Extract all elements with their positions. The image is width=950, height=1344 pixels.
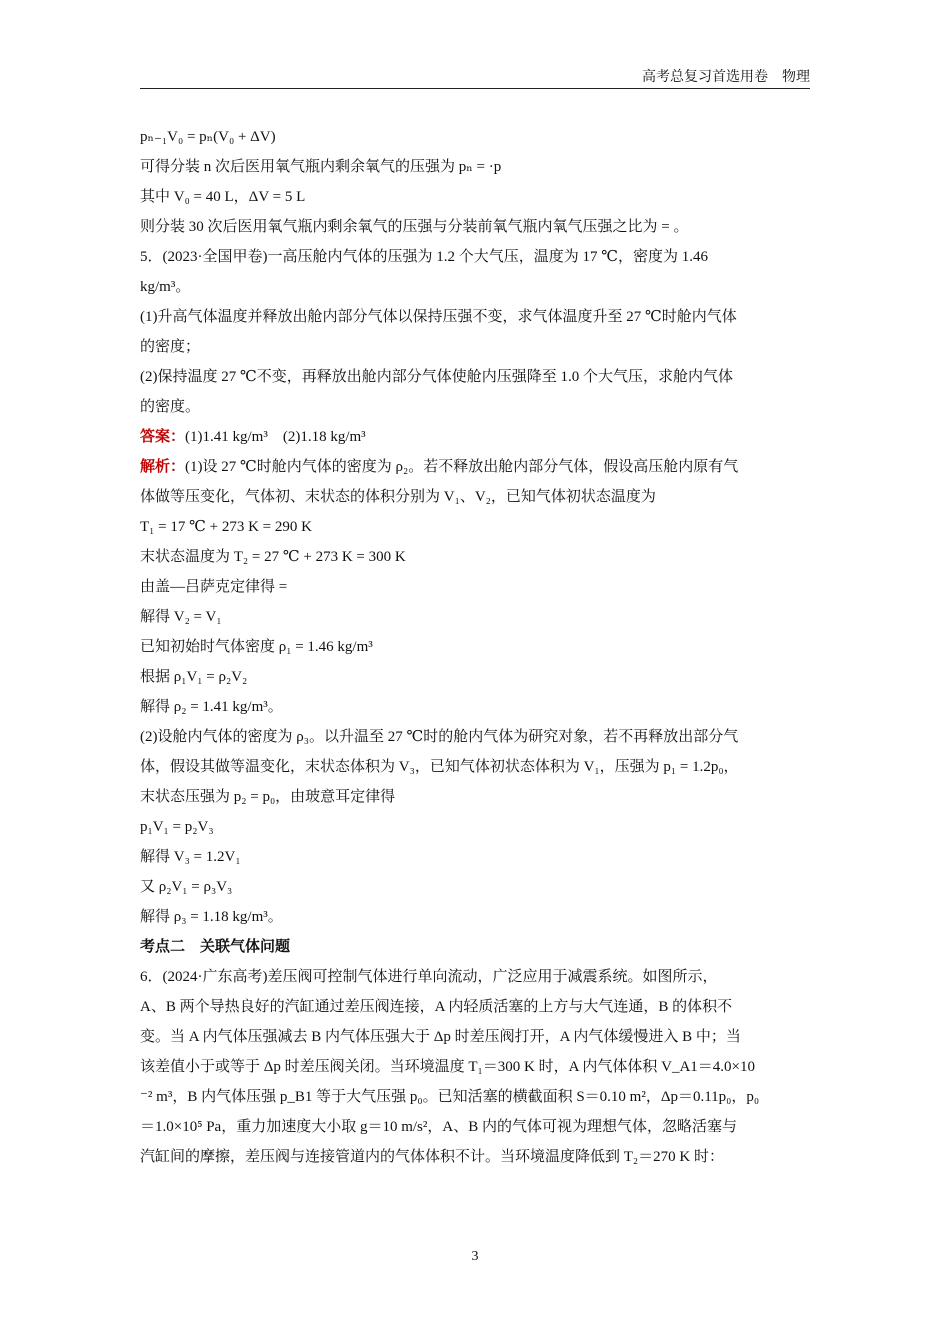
- problem5-line: 5．(2023·全国甲卷)一高压舱内气体的压强为 1.2 个大气压，温度为 17 ℃，密度为 1.46: [140, 249, 709, 265]
- answer-line: [140, 422, 812, 452]
- analysis-line: 已知初始时气体密度 ρ₁ = 1.46 kg/m³: [140, 639, 373, 655]
- analysis-line: 根据 ρ₁V₁ = ρ₂V₂: [140, 669, 248, 685]
- analysis-line: T₁ = 17 ℃ + 273 K = 290 K: [140, 519, 312, 535]
- analysis-line: [140, 452, 812, 482]
- analysis-line: 由盖—吕萨克定律得 =: [140, 579, 288, 595]
- problem6-line: 6．(2024·广东高考)差压阀可控制气体进行单向流动，广泛应用于减震系统。如图所示，: [140, 969, 718, 985]
- document-body: [140, 122, 812, 1172]
- problem6-line: ＝1.0×10⁵ Pa，重力加速度大小取 g＝10 m/s²，A、B 内的气体可视为理想气体，忽略活塞与: [140, 1119, 737, 1135]
- analysis-line: 又 ρ₂V₁ = ρ₃V₃: [140, 879, 233, 895]
- problem5-line: (2)保持温度 27 ℃不变，再释放出舱内部分气体使舱内压强降至 1.0 个大气压，求舱内气体: [140, 369, 734, 385]
- analysis-line: 末状态温度为 T₂ = 27 ℃ + 273 K = 300 K: [140, 549, 406, 565]
- problem6-line: A、B 两个导热良好的汽缸通过差压阀连接，A 内轻质活塞的上方与大气连通，B 的体积不: [140, 999, 733, 1015]
- analysis-line: 末状态压强为 p₂ = p₀，由玻意耳定律得: [140, 789, 396, 805]
- text-line: pₙ₋₁V₀ = pₙ(V₀ + ΔV): [140, 129, 276, 145]
- problem5-line: kg/m³。: [140, 279, 191, 295]
- answer-text: (1)1.41 kg/m³ (2)1.18 kg/m³: [185, 429, 366, 445]
- answer-label: 答案：: [140, 429, 186, 445]
- analysis-line: 体做等压变化，气体初、末状态的体积分别为 V₁、V₂，已知气体初状态温度为: [140, 489, 656, 505]
- text-line: 其中 V₀ = 40 L，ΔV = 5 L: [140, 189, 306, 205]
- analysis-line: 解得 ρ₃ = 1.18 kg/m³。: [140, 909, 283, 925]
- analysis-first-line: (1)设 27 ℃时舱内气体的密度为 ρ₂。若不释放出舱内部分气体，假设高压舱内原有气: [185, 459, 739, 475]
- analysis-line: p₁V₁ = p₂V₃: [140, 819, 214, 835]
- problem6-line: 该差值小于或等于 Δp 时差压阀关闭。当环境温度 T₁＝300 K 时，A 内气体体积 V_A1＝4.0×10: [140, 1059, 756, 1075]
- analysis-line: 解得 V₂ = V₁: [140, 609, 222, 625]
- header-text: 高考总复习首选用卷 物理: [642, 70, 810, 85]
- problem5-line: (1)升高气体温度并释放出舱内部分气体以保持压强不变，求气体温度升至 27 ℃时舱内气体: [140, 309, 737, 325]
- analysis-line: 解得 V₃ = 1.2V₁: [140, 849, 241, 865]
- page-header: [140, 66, 810, 89]
- analysis-line: (2)设舱内气体的密度为 ρ₃。以升温至 27 ℃时的舱内气体为研究对象，若不再释放出部分气: [140, 729, 739, 745]
- analysis-line: 解得 ρ₂ = 1.41 kg/m³。: [140, 699, 283, 715]
- problem6-line: 变。当 A 内气体压强减去 B 内气体压强大于 Δp 时差压阀打开，A 内气体缓慢进入 B 中；当: [140, 1029, 741, 1045]
- text-line: 可得分装 n 次后医用氧气瓶内剩余氧气的压强为 pₙ = ·p: [140, 159, 502, 175]
- problem5-line: 的密度；: [140, 339, 201, 355]
- analysis-label: 解析：: [140, 459, 186, 475]
- problem6-line: 汽缸间的摩擦，差压阀与连接管道内的气体体积不计。当环境温度降低到 T₂＝270 K 时：: [140, 1149, 724, 1165]
- section-heading: 考点二 关联气体问题: [140, 939, 291, 955]
- problem6-line: ⁻² m³，B 内气体压强 p_B1 等于大气压强 p₀。已知活塞的横截面积 S＝0.10 m²，Δp＝0.11p₀，p₀: [140, 1089, 760, 1105]
- analysis-line: 体，假设其做等温变化，末状态体积为 V₃，已知气体初状态体积为 V₁，压强为 p₁ = 1.2p₀，: [140, 759, 739, 775]
- page-number: 3: [471, 1249, 479, 1264]
- text-line: 则分装 30 次后医用氧气瓶内剩余氧气的压强与分装前氧气瓶内氧气压强之比为 = 。: [140, 219, 689, 235]
- problem5-line: 的密度。: [140, 399, 201, 415]
